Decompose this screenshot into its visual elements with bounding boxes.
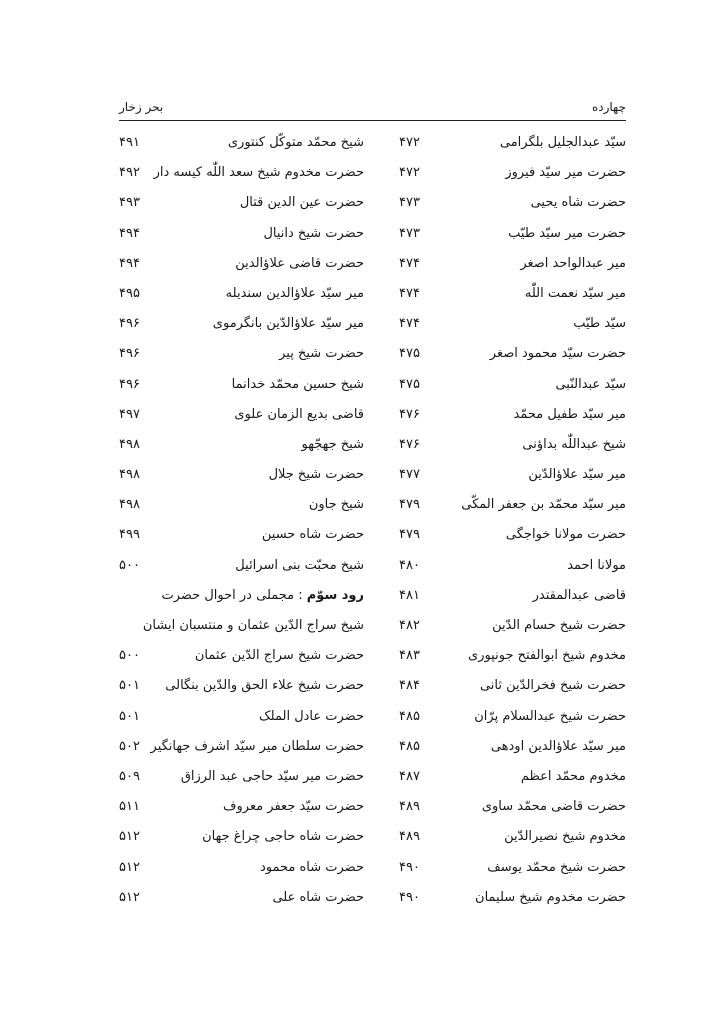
toc-row [119, 339, 626, 369]
toc-entry-title: حضرت شیخ علاء الحق والدّین بنگالی [165, 678, 364, 694]
toc-entry-title: سیّد عبدالجلیل بلگرامی [499, 135, 626, 150]
toc-entry-title: حضرت شیخ سراج الدّین عثمان [194, 648, 364, 664]
toc-entry-page: ۵۱۲ [119, 829, 140, 845]
toc-entry-page: ۴۸۷ [399, 768, 420, 784]
toc-entry-page: ۵۰۱ [119, 708, 140, 724]
toc-row [119, 279, 626, 309]
toc-entry-page: ۴۸۹ [399, 799, 420, 815]
toc-row [119, 853, 626, 883]
toc-entry-title: حضرت شیخ پیر [279, 346, 364, 362]
toc-row [119, 219, 626, 249]
toc-entry-page: ۴۸۵ [399, 738, 420, 754]
toc-entry-title: مولانا احمد [567, 557, 626, 573]
table-of-contents [119, 128, 626, 913]
toc-entry-page: ۵۰۰ [119, 648, 140, 664]
toc-entry-page: ۴۷۳ [399, 225, 420, 241]
toc-entry-page: ۴۹۲ [119, 165, 140, 181]
toc-entry-title: مخدوم محمّد اعظم [520, 768, 626, 784]
section-heading-text: : مجملی در احوال حضرت [161, 587, 307, 603]
toc-entry-title: مخدوم شیخ نصیرالدّین [504, 829, 626, 845]
toc-entry-title: حضرت قاضی محمّد ساوی [481, 799, 626, 815]
toc-row [119, 520, 626, 550]
toc-row [119, 370, 626, 400]
toc-entry-page: ۴۷۷ [399, 467, 420, 483]
toc-entry-page: ۴۹۷ [119, 406, 140, 422]
toc-entry-page: ۴۷۵ [399, 346, 420, 362]
toc-entry-page: ۴۷۲ [399, 135, 420, 150]
header-book-title: بحر زخار [119, 100, 164, 114]
toc-entry-title: میر سیّد نعمت اللّٰه [524, 285, 626, 301]
toc-row [119, 551, 626, 581]
toc-entry-title: میر عبدالواحد اصغر [520, 255, 626, 271]
toc-entry-page: ۵۰۱ [119, 678, 140, 694]
toc-entry-page: ۴۷۶ [399, 436, 420, 452]
toc-entry-title: حضرت شاه حسین [261, 527, 364, 543]
toc-row [119, 128, 626, 158]
section-heading: رود سوّم [306, 587, 364, 603]
toc-row [119, 611, 626, 641]
toc-row [119, 702, 626, 732]
toc-entry-page: ۴۷۴ [399, 255, 420, 271]
toc-entry-title: قاضی بدیع الزمان علوی [234, 406, 364, 422]
toc-entry-title: حضرت عین الدین قتال [239, 195, 364, 211]
toc-entry-page: ۴۹۹ [119, 527, 140, 543]
toc-entry-title: سیّد طیّب [573, 316, 626, 332]
toc-entry-page: ۴۹۸ [119, 467, 140, 483]
toc-entry-page: ۴۷۲ [399, 165, 420, 181]
toc-entry-page: ۴۷۹ [399, 527, 420, 543]
toc-entry-title: قاضی عبدالمقتدر [532, 587, 626, 603]
toc-entry-title: حضرت سیّد جعفر معروف [223, 799, 364, 815]
toc-row [119, 641, 626, 671]
toc-entry-page: ۴۷۴ [399, 316, 420, 332]
toc-entry-title: حضرت میر سیّد حاجی عبد الرزاق [180, 768, 364, 784]
toc-entry-title: حضرت میر سیّد فیروز [505, 165, 626, 181]
toc-entry-page: ۵۱۱ [119, 799, 140, 815]
toc-entry-title: میر سیّد علاؤالدّین بانگرموی [212, 316, 364, 332]
toc-entry-title: شیخ عبداللّٰه بداؤنی [522, 436, 626, 452]
toc-entry-title: حضرت سلطان میر سیّد اشرف جهانگیر [150, 738, 364, 754]
toc-entry-page: ۵۱۲ [119, 859, 140, 875]
toc-entry-title: حضرت شاه علی [272, 889, 364, 905]
toc-entry-page: ۴۸۰ [399, 557, 420, 573]
toc-row [119, 249, 626, 279]
toc-entry-title: مخدوم شیخ ابوالفتح جونپوری [468, 648, 626, 664]
toc-entry-page: ۴۸۲ [399, 618, 420, 633]
toc-entry-page: ۴۸۹ [399, 829, 420, 845]
toc-row [119, 762, 626, 792]
toc-entry-page: ۵۰۲ [119, 738, 140, 754]
header-section-title: چهارده [591, 100, 626, 114]
toc-row [119, 460, 626, 490]
toc-entry-title: شیخ محمّد متوکّل کنتوری [227, 135, 364, 150]
toc-row [119, 732, 626, 762]
toc-entry-page: ۴۹۸ [119, 436, 140, 452]
toc-entry-page: ۴۸۱ [399, 587, 420, 603]
toc-entry-title: حضرت شیخ دانیال [263, 225, 364, 241]
toc-entry-title: میر سیّد علاؤالدین سندیله [225, 285, 364, 301]
toc-entry-title: حضرت شیخ فخرالدّین ثانی [479, 678, 626, 694]
toc-entry-title: میر سیّد علاؤالدین اودهی [490, 738, 626, 754]
toc-entry-title: شیخ جهجّهو [301, 436, 364, 452]
toc-entry-title: حضرت مخدوم شیخ سلیمان [475, 889, 626, 905]
toc-entry-title: حضرت مولانا خواجگی [505, 527, 626, 543]
toc-row [119, 490, 626, 520]
toc-row [119, 158, 626, 188]
toc-entry-page: ۴۷۹ [399, 497, 420, 513]
toc-entry-page: ۴۹۶ [119, 376, 140, 392]
toc-entry-page: ۴۹۶ [119, 346, 140, 362]
toc-entry-page: ۴۸۵ [399, 708, 420, 724]
toc-entry-title: حضرت میر سیّد طیّب [508, 225, 626, 241]
toc-row [119, 822, 626, 852]
toc-entry-page: ۵۰۰ [119, 557, 140, 573]
toc-entry-title: میر سیّد محمّد بن جعفر المکّی [461, 497, 626, 513]
toc-entry-title: حضرت عادل الملک [259, 708, 364, 724]
toc-entry-page: ۴۸۴ [399, 678, 420, 694]
toc-entry-page: ۴۹۳ [119, 195, 140, 211]
toc-entry-title: شیخ محبّت بنی اسرائیل [235, 557, 364, 573]
toc-entry-title: شیخ سراج الدّین عثمان و منتسبان ایشان [142, 618, 364, 633]
toc-entry-title: حضرت قاضی علاؤالدین [235, 255, 364, 271]
toc-row [119, 188, 626, 218]
toc-entry-title: میر سیّد طفیل محمّد [513, 406, 626, 422]
toc-entry-title: حضرت سیّد محمود اصغر [489, 346, 626, 362]
toc-entry-page: ۴۹۴ [119, 255, 140, 271]
toc-row [119, 792, 626, 822]
toc-entry-page: ۴۹۴ [119, 225, 140, 241]
toc-entry-title: حضرت شیخ جلال [268, 467, 364, 483]
toc-entry-page: ۴۷۳ [399, 195, 420, 211]
toc-entry-title: حضرت شاه محمود [259, 859, 364, 875]
toc-entry-page: ۵۰۹ [119, 768, 140, 784]
toc-entry-page: ۴۷۵ [399, 376, 420, 392]
toc-entry-title: میر سیّد علاؤالدّین [528, 467, 626, 483]
toc-entry-title: حضرت شاه یحیی [530, 195, 626, 211]
toc-row [119, 309, 626, 339]
page-header [119, 96, 626, 118]
toc-entry-page: ۴۹۱ [119, 135, 140, 150]
header-rule [119, 120, 626, 121]
toc-entry-page: ۴۹۰ [399, 859, 420, 875]
toc-entry-page: ۴۹۸ [119, 497, 140, 513]
toc-entry-title: حضرت شیخ محمّد یوسف [487, 859, 626, 875]
toc-entry-title: حضرت شاه حاجی چراغ جهان [202, 829, 364, 845]
toc-row [119, 400, 626, 430]
toc-entry-page: ۴۷۴ [399, 285, 420, 301]
toc-entry-title [162, 581, 365, 611]
toc-entry-page: ۴۹۶ [119, 316, 140, 332]
toc-entry-title: سیّد عبدالنّبی [555, 376, 626, 392]
toc-entry-title: شیخ حسین محمّد خدانما [231, 376, 364, 392]
toc-row [119, 883, 626, 913]
toc-entry-title: شیخ جاون [308, 497, 364, 513]
toc-entry-page: ۴۷۶ [399, 406, 420, 422]
toc-entry-page: ۴۹۵ [119, 285, 140, 301]
toc-entry-page: ۵۱۲ [119, 889, 140, 905]
toc-entry-page: ۴۸۳ [399, 648, 420, 664]
toc-entry-title: حضرت مخدوم شیخ سعد اللّٰه کیسه دار [153, 165, 364, 181]
toc-entry-title: حضرت شیخ عبدالسلام پرّان [474, 708, 626, 724]
toc-entry-page: ۴۹۰ [399, 889, 420, 905]
toc-row [119, 581, 626, 611]
toc-row [119, 430, 626, 460]
toc-row [119, 671, 626, 701]
toc-entry-title: حضرت شیخ حسام الدّین [492, 618, 626, 633]
